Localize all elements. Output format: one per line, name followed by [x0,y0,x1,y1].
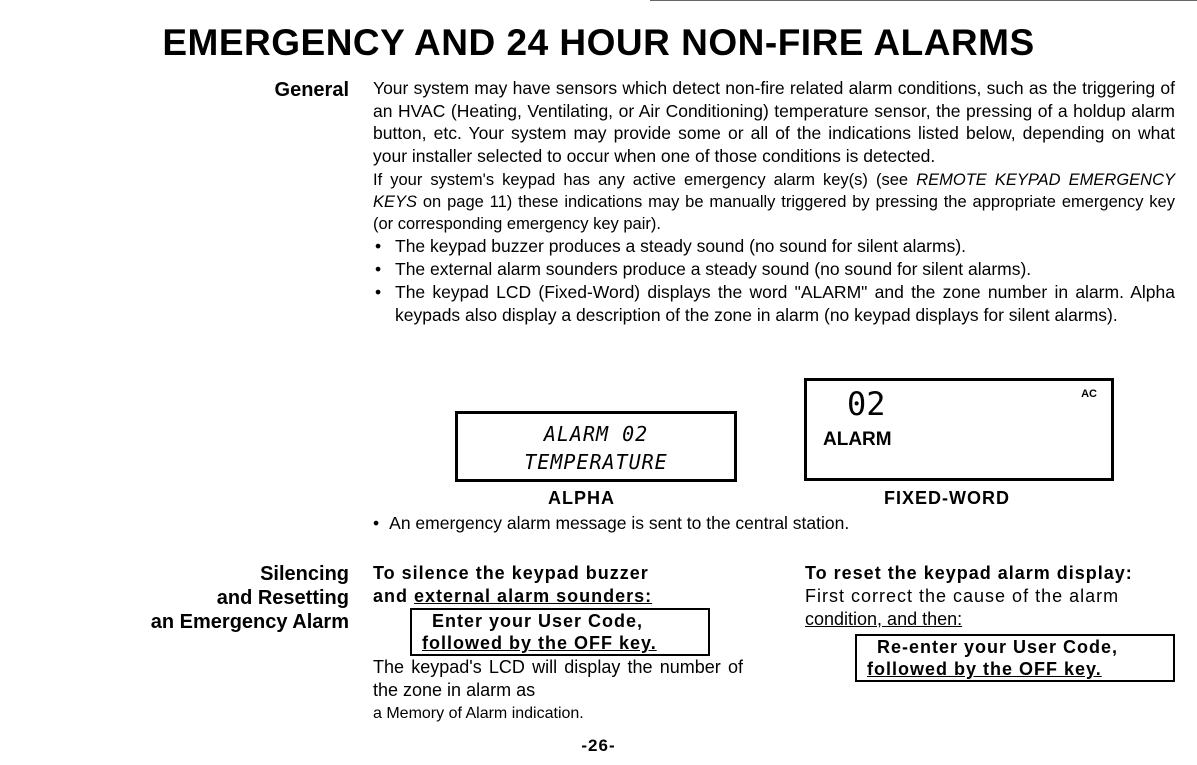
silence-instruction-line-2 [373,585,743,608]
alpha-display-line-1: ALARM 02 [543,422,649,446]
page-title: EMERGENCY AND 24 HOUR NON-FIRE ALARMS [162,22,1035,63]
ac-indicator: AC [1081,388,1097,400]
alpha-display [455,411,737,482]
silence-instruction-underlined: external alarm sounders: [414,586,653,606]
reset-instruction: To reset the keypad alarm display: [805,563,1133,583]
paragraph-2-prefix: If your system's keypad has any active emergency alarm key(s) (see [373,171,917,190]
list-item: • The external alarm sounders produce a steady sound (no sound for silent alarms). [373,258,1175,281]
general-paragraph-1: Your system may have sensors which detect non-fire related alarm conditions, such as the triggering of an HVAC (Heating, Ventilating, or Air Conditioning) temperature sensor, the pressing of a holdup alarm button, etc. Your system may provide some or all of the indications listed below, depending on what your installer selected to occur when one of those conditions is detected. [373,78,1175,166]
reset-instructions [805,562,1175,682]
alpha-display-line-2: TEMPERATURE [524,450,668,474]
silence-key-line-2: followed by the OFF key. [422,633,657,653]
silencing-heading [151,562,349,634]
paragraph-2-suffix: on page 11) these indications may be manually triggered by pressing the appropriate emergency key (or corresponding emergency key pair). [373,193,1175,234]
fixed-word-caption: FIXED-WORD [884,488,1010,508]
reset-key-line-1: Re-enter your User Code, [877,637,1119,657]
silence-after-text-last: a Memory of Alarm indication. [373,705,584,722]
general-paragraph-2 [373,169,1175,235]
silence-key-line-1: Enter your User Code, [432,611,644,631]
general-heading: General [274,79,349,101]
list-item: • The keypad buzzer produces a steady sound (no sound for silent alarms). [373,235,1175,258]
reset-key-box [855,634,1175,682]
silence-instruction-prefix: and [373,586,415,606]
alpha-caption: ALPHA [548,488,615,508]
silencing-heading-line-3: an Emergency Alarm [150,611,349,633]
silencing-heading-line-2: and Resetting [216,587,349,609]
silence-instruction-line-1: To silence the keypad buzzer [373,563,649,583]
fixed-word-display [804,378,1114,481]
remote-keypad-reference: REMOTE KEYPAD EMERGENCY KEYS [373,171,1175,212]
silencing-heading-line-1: Silencing [260,563,349,585]
reset-text-line-1: First correct the cause of the alarm [805,586,1120,606]
central-station-bullet: • An emergency alarm message is sent to the central station. [373,512,1013,535]
alarm-word: ALARM [823,429,892,450]
silence-key-box [410,608,710,656]
silence-instructions [373,562,743,725]
page-number: -26- [581,736,616,755]
top-rule [650,0,1197,1]
silence-after-text: The keypad's LCD will display the number of the zone in alarm as [373,657,743,700]
zone-digits: 02 [847,385,886,423]
reset-text-line-2: condition, and then: [805,609,963,629]
list-item: • The keypad LCD (Fixed-Word) displays the word "ALARM" and the zone number in alarm. Alpha keypads also display a description of the zone in alarm (no keypad displays for silent alarms). [373,281,1175,327]
indication-list [373,235,1175,327]
reset-key-line-2: followed by the OFF key. [867,659,1102,679]
general-body [373,77,1175,327]
